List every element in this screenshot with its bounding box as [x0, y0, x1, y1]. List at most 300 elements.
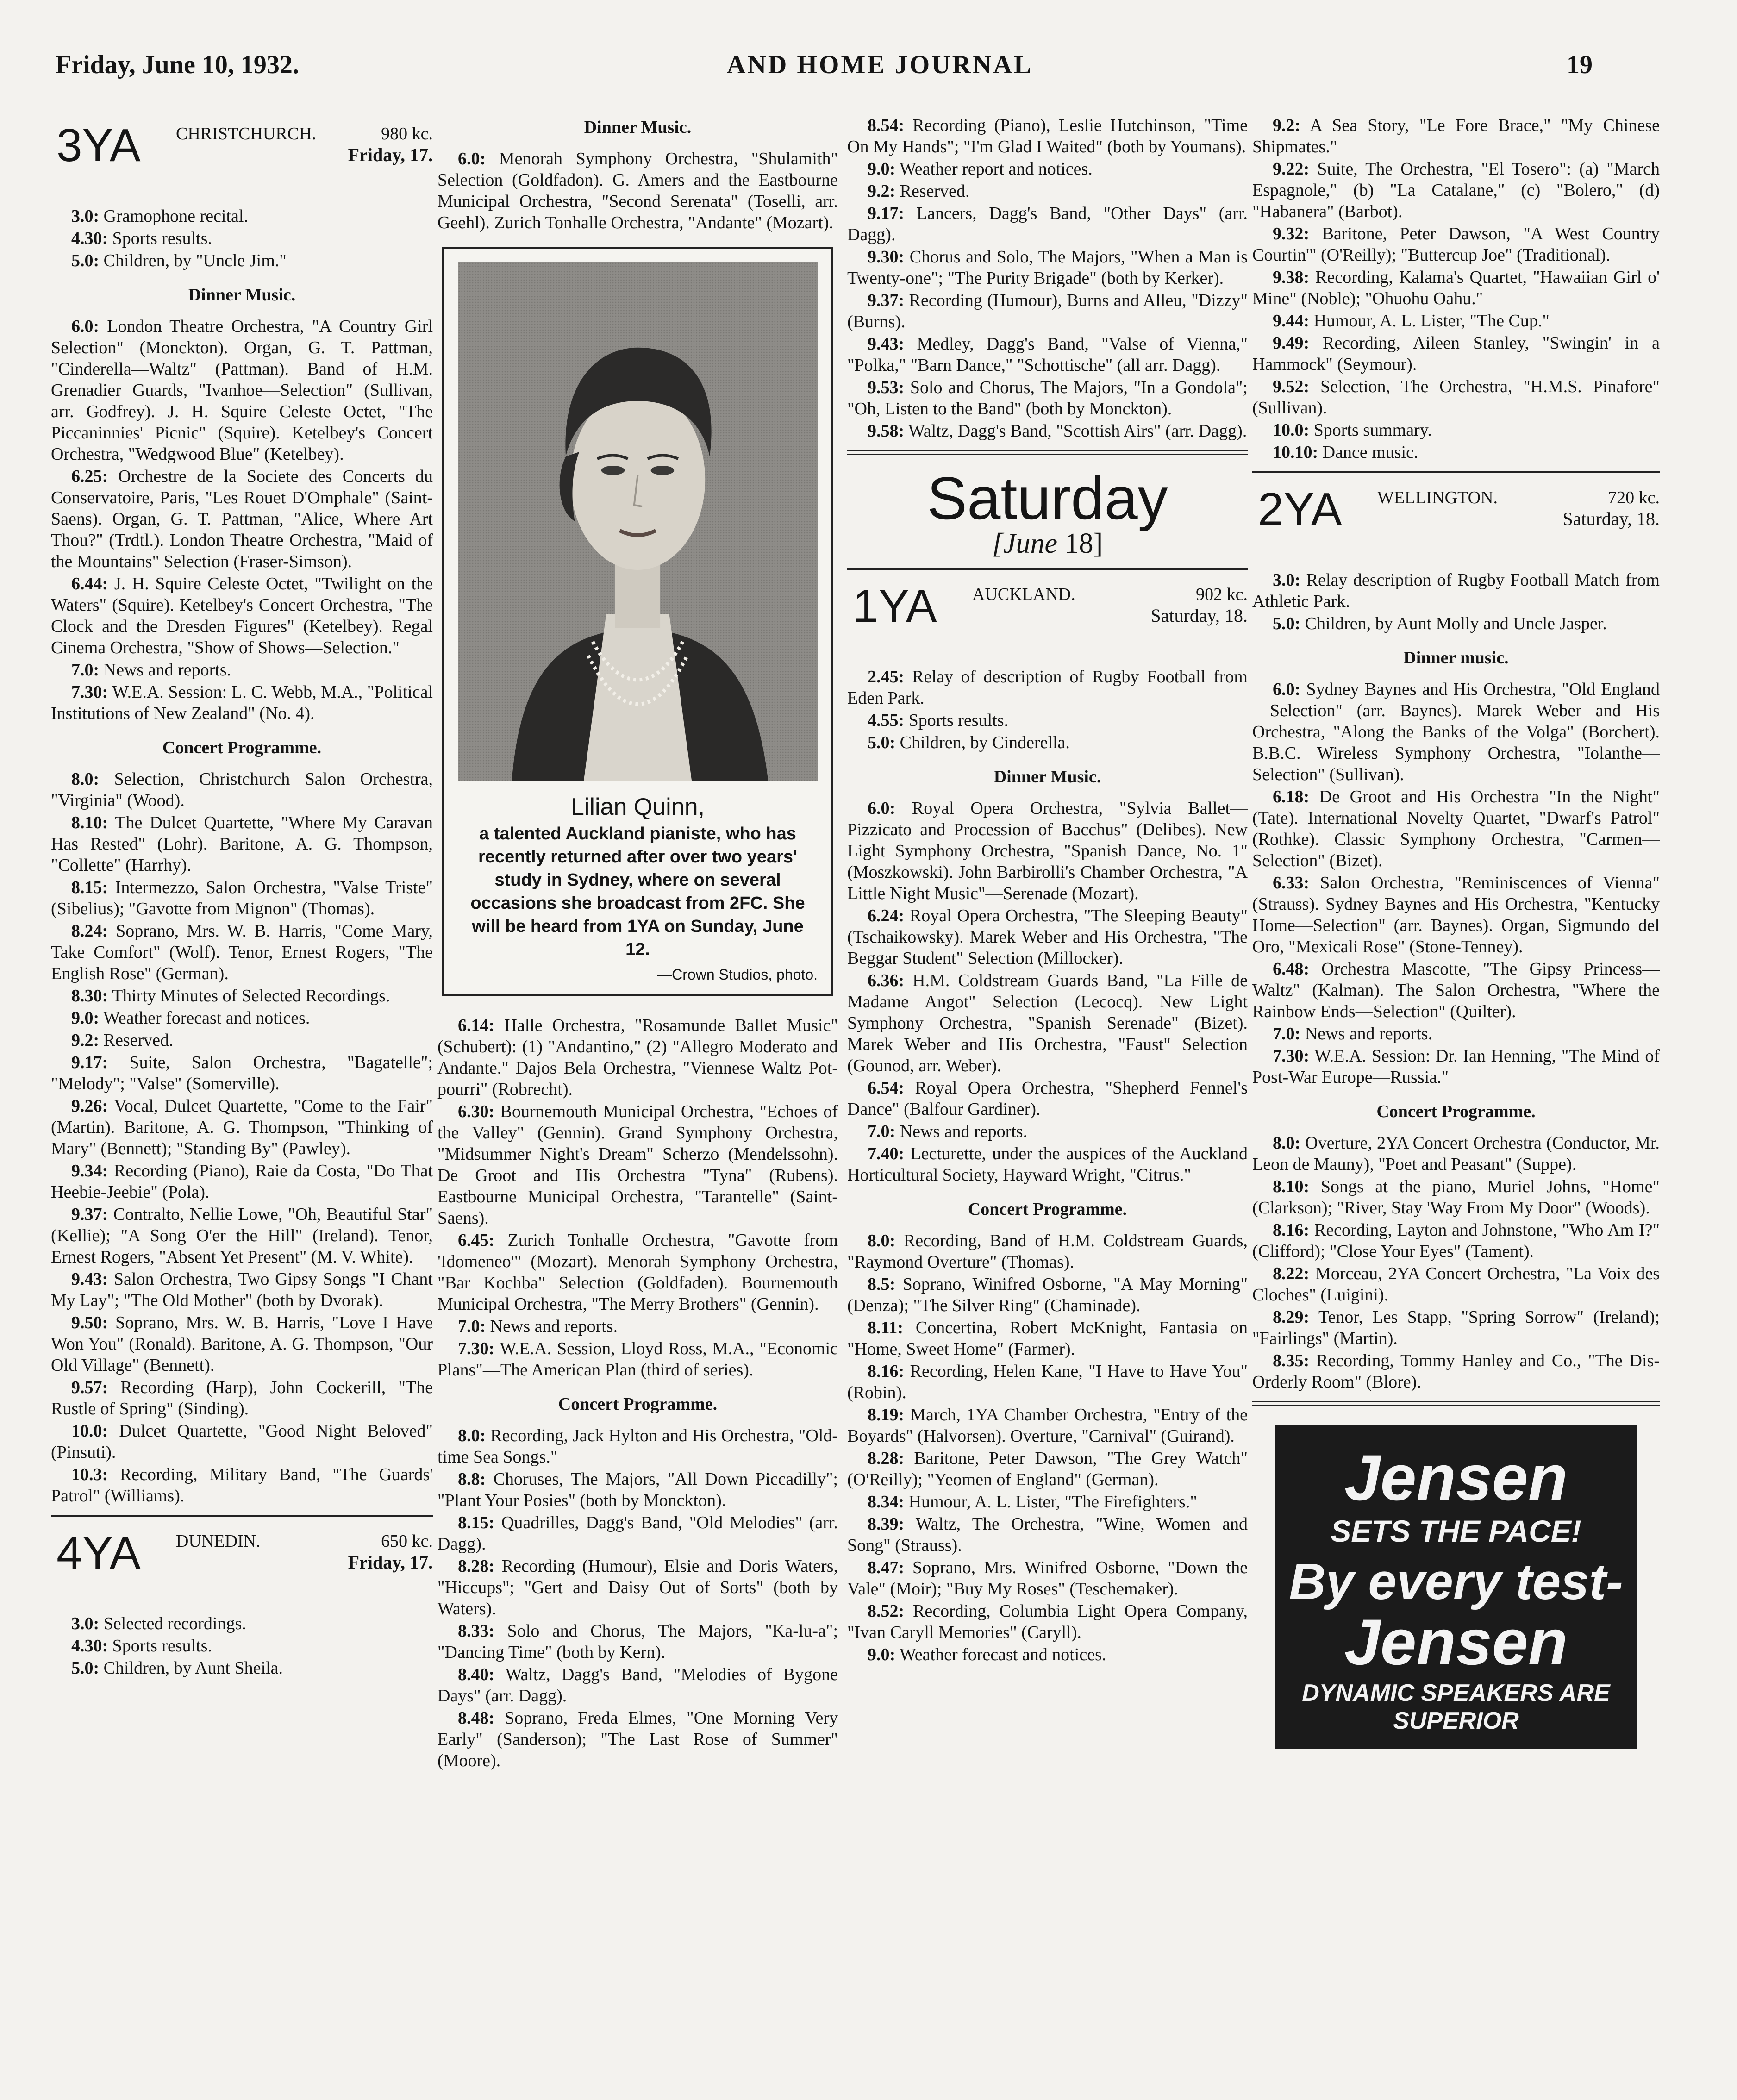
programme-description: Medley, Dagg's Band, "Valse of Vienna," "Polka," "Barn Dance," "Schottische" (all arr. Dagg).: [847, 334, 1248, 375]
programme-list: [1252, 115, 1660, 463]
programme-entry: [1252, 1023, 1660, 1044]
photo-caption-text: a talented Auckland pianiste, who has recently returned after over two years' study in Sydney, where on several occasions she broadcast from 2FC. She will be heard from 1YA on Sunday, June 12.: [470, 824, 805, 959]
programme-description: Selection, The Orchestra, "H.M.S. Pinafore" (Sullivan).: [1252, 377, 1660, 418]
programme-time: 9.50:: [71, 1313, 108, 1332]
station-day: Friday, 17.: [348, 1552, 433, 1573]
programme-time: 6.18:: [1273, 787, 1310, 806]
programme-time: 3.0:: [71, 1614, 100, 1633]
programme-description: Recording (Harp), John Cockerill, "The Rustle of Spring" (Sinding).: [51, 1378, 433, 1419]
programme-time: 8.10:: [71, 813, 108, 832]
programme-entry: [1252, 1350, 1660, 1393]
programme-time: 5.0:: [71, 1658, 100, 1678]
programme-time: 8.28:: [868, 1449, 905, 1468]
programme-entry: [847, 732, 1248, 753]
programme-description: Thirty Minutes of Selected Recordings.: [108, 986, 390, 1006]
programme-description: Soprano, Mrs. W. B. Harris, "Love I Have Won You" (Ronald). Baritone, A. G. Thompson, "Our Old Village" (Bennett).: [51, 1313, 433, 1375]
programme-time: 6.54:: [868, 1078, 905, 1098]
programme-time: 9.17:: [71, 1053, 108, 1072]
programme-description: News and reports.: [99, 660, 231, 680]
programme-entry: [1252, 158, 1660, 222]
date-month: June: [1003, 528, 1058, 559]
programme-description: Suite, The Orchestra, "El Tosero": (a) "March Espagnole," (b) "La Catalane," (c) "Bolero," (d) "Habanera" (Barbot).: [1252, 159, 1660, 221]
programme-description: W.E.A. Session: L. C. Webb, M.A., "Political Institutions of New Zealand" (No. 4).: [51, 682, 433, 723]
programme-description: Suite, Salon Orchestra, "Bagatelle"; "Melody"; "Valse" (Somerville).: [51, 1053, 433, 1094]
page-header: [56, 50, 1593, 92]
programme-description: Waltz, Dagg's Band, "Scottish Airs" (arr. Dagg).: [904, 421, 1247, 441]
programme-entry: [847, 1230, 1248, 1273]
programme-entry: [847, 1274, 1248, 1316]
programme-entry: [1252, 1263, 1660, 1306]
programme-description: London Theatre Orchestra, "A Country Girl Selection" (Monckton). Organ, G. T. Pattman, "Cinderella—Waltz" (Pattman). Band of H.M. Grenadier Guards, "Ivanhoe—Selection" (Sullivan, arr. Godfrey). J. H. Squire Celeste Octet, "The Piccaninnies' Picnic" (Squire). Ketelbey's Concert Orchestra, "Wedgwood Blue" (Ketelbey).: [51, 317, 433, 464]
programme-entry: [51, 1657, 433, 1679]
programme-entry: [1252, 332, 1660, 375]
programme-time: 9.44:: [1273, 311, 1310, 331]
programme-list: [847, 798, 1248, 1186]
programme-entry: [847, 1121, 1248, 1142]
programme-entry: [51, 877, 433, 919]
station-header-1ya: [847, 578, 1248, 648]
programme-description: Recording, Layton and Johnstone, "Who Am I?" (Clifford); "Close Your Eyes" (Tament).: [1252, 1220, 1660, 1261]
programme-description: News and reports.: [895, 1122, 1028, 1141]
programme-time: 6.0:: [71, 317, 100, 336]
station-header-4ya: [51, 1525, 433, 1594]
programme-entry: [51, 1377, 433, 1419]
programme-time: 6.0:: [458, 149, 486, 169]
programme-time: 8.39:: [868, 1514, 905, 1534]
programme-entry: [1252, 1045, 1660, 1088]
programme-time: 8.0:: [458, 1426, 486, 1445]
programme-entry: [51, 1160, 433, 1203]
programme-entry: [847, 420, 1248, 442]
programme-description: Salon Orchestra, "Reminiscences of Vienna" (Strauss). Sydney Baynes and His Orchestra, "Kentucky Home—Selection" (arr. Baynes). Organ, Sigmundo del Oro, "Mexicali Rose" (Stone-Tenney).: [1252, 873, 1660, 956]
programme-entry: [847, 1143, 1248, 1186]
programme-description: De Groot and His Orchestra "In the Night" (Tate). International Novelty Quartet, "Dwarf's Patrol" (Rothke). Classic Symphony Orchestra, "Carmen—Selection" (Bizet).: [1252, 787, 1660, 870]
programme-description: Recording, Columbia Light Opera Company, "Ivan Caryll Memories" (Caryll).: [847, 1601, 1248, 1642]
programme-time: 3.0:: [1273, 570, 1301, 590]
programme-entry: [847, 158, 1248, 180]
programme-time: 8.28:: [458, 1556, 495, 1576]
section-title: Dinner Music.: [993, 767, 1101, 787]
programme-list: [847, 1230, 1248, 1665]
programme-description: Songs at the piano, Muriel Johns, "Home" (Clarkson); "River, Stay 'Way From My Door" (Woods).: [1252, 1177, 1660, 1218]
programme-time: 8.33:: [458, 1621, 495, 1641]
programme-time: 7.30:: [458, 1339, 495, 1358]
programme-time: 8.35:: [1273, 1351, 1310, 1370]
programme-description: Overture, 2YA Concert Orchestra (Conductor, Mr. Leon de Mauny), "Poet and Peasant" (Suppe).: [1252, 1133, 1660, 1174]
photo-credit: —Crown Studios, photo.: [657, 966, 818, 983]
station-call-sign: 1YA: [853, 580, 937, 632]
programme-time: 6.0:: [1273, 680, 1301, 699]
station-frequency: 980 kc.: [381, 124, 433, 144]
programme-description: Weather forecast and notices.: [99, 1008, 310, 1028]
section-title: Concert Programme.: [1376, 1102, 1536, 1121]
programme-entry: [847, 798, 1248, 904]
section-title: Concert Programme.: [558, 1394, 718, 1414]
programme-description: Sydney Baynes and His Orchestra, "Old England—Selection" (arr. Baynes). Marek Weber and His Orchestra, "Along the Banks of the Volga" (Borchert). B.B.C. Wireless Symphony Orchestra, "Iolanthe—Selection" (Sullivan).: [1252, 680, 1660, 784]
programme-description: Recording (Humour), Burns and Alleu, "Dizzy" (Burns).: [847, 291, 1248, 331]
programme-list: [437, 1425, 838, 1771]
header-title: AND HOME JOURNAL: [727, 50, 1033, 79]
programme-entry: [847, 666, 1248, 709]
photo-caption-name: Lilian Quinn,: [570, 794, 705, 820]
programme-description: Recording, Tommy Hanley and Co., "The Dis-Orderly Room" (Blore).: [1252, 1351, 1660, 1392]
programme-time: 8.15:: [458, 1513, 495, 1532]
programme-time: 8.34:: [868, 1492, 905, 1512]
programme-description: W.E.A. Session, Lloyd Ross, M.A., "Economic Plans"—The American Plan (third of series).: [437, 1339, 838, 1380]
programme-description: The Dulcet Quartette, "Where My Caravan Has Rested" (Lohr). Baritone, A. G. Thompson, "Collette" (Harrhy).: [51, 813, 433, 875]
programme-time: 8.5:: [868, 1275, 896, 1294]
station-frequency: 902 kc.: [1196, 585, 1248, 604]
programme-time: 4.30:: [71, 229, 108, 248]
programme-description: Orchestra Mascotte, "The Gipsy Princess—Waltz" (Kalman). The Salon Orchestra, "Where the Rainbow Ends—Selection" (Quilter).: [1252, 959, 1660, 1021]
programme-description: News and reports.: [486, 1317, 618, 1336]
header-date: Friday, June 10, 1932.: [56, 50, 299, 79]
programme-entry: [437, 148, 838, 233]
programme-description: Morceau, 2YA Concert Orchestra, "La Voix des Cloches" (Luigini).: [1252, 1264, 1660, 1305]
programme-description: Humour, A. L. Lister, "The Cup.": [1309, 311, 1550, 331]
programme-time: 6.45:: [458, 1231, 495, 1250]
programme-description: Weather report and notices.: [895, 159, 1093, 179]
programme-description: Recording, Band of H.M. Coldstream Guards, "Raymond Overture" (Thomas).: [847, 1231, 1248, 1272]
programme-time: 8.54:: [868, 116, 905, 135]
programme-entry: [847, 1513, 1248, 1556]
programme-time: 4.55:: [868, 711, 905, 730]
programme-description: Chorus and Solo, The Majors, "When a Man is Twenty-one"; "The Purity Brigade" (both by Kerker).: [847, 247, 1248, 288]
programme-time: 8.40:: [458, 1665, 495, 1684]
programme-entry: [437, 1230, 838, 1315]
programme-description: Recording (Humour), Elsie and Doris Waters, "Hiccups"; "Gert and Daisy Out of Sorts" (both by Waters).: [437, 1556, 838, 1619]
station-frequency: 650 kc.: [381, 1531, 433, 1551]
programme-time: 8.24:: [71, 921, 108, 941]
programme-time: 9.49:: [1273, 333, 1310, 353]
programme-entry: [847, 970, 1248, 1076]
programme-entry: [847, 333, 1248, 376]
programme-time: 8.0:: [868, 1231, 896, 1250]
programme-description: Solo and Chorus, The Majors, "Ka-lu-a"; "Dancing Time" (both by Kern).: [437, 1621, 838, 1662]
programme-list: [51, 769, 433, 1506]
programme-entry: [1252, 310, 1660, 331]
programme-entry: [847, 246, 1248, 289]
programme-entry: [51, 681, 433, 724]
programme-time: 7.0:: [458, 1317, 486, 1336]
station-city: CHRISTCHURCH.: [176, 124, 316, 144]
programme-description: Waltz, Dagg's Band, "Melodies of Bygone Days" (arr. Dagg).: [437, 1665, 838, 1706]
programme-time: 8.22:: [1273, 1264, 1310, 1283]
programme-time: 3.0:: [71, 206, 100, 226]
programme-time: 7.30:: [71, 682, 108, 702]
programme-description: Tenor, Les Stapp, "Spring Sorrow" (Ireland); "Fairlings" (Martin).: [1252, 1307, 1660, 1348]
programme-entry: [847, 203, 1248, 245]
programme-description: Dance music.: [1318, 443, 1418, 462]
programme-description: Selection, Christchurch Salon Orchestra, "Virginia" (Wood).: [51, 769, 433, 810]
programme-entry: [51, 920, 433, 984]
programme-time: 6.44:: [71, 574, 108, 594]
programme-description: Soprano, Winifred Osborne, "A May Morning" (Denza); "The Silver Ring" (Chaminade).: [847, 1275, 1248, 1315]
programme-entry: [847, 905, 1248, 969]
programme-entry: [51, 1420, 433, 1463]
programme-list: [51, 316, 433, 724]
programme-entry: [1252, 376, 1660, 419]
programme-description: News and reports.: [1300, 1024, 1433, 1044]
programme-time: 9.58:: [868, 421, 905, 441]
programme-time: 9.37:: [71, 1205, 108, 1224]
programme-entry: [437, 1316, 838, 1337]
programme-entry: [1252, 419, 1660, 441]
programme-entry: [1252, 872, 1660, 957]
programme-entry: [847, 1404, 1248, 1447]
programme-entry: [847, 377, 1248, 419]
programme-time: 6.36:: [868, 971, 905, 990]
programme-entry: [1252, 223, 1660, 266]
programme-time: 9.0:: [868, 1645, 896, 1664]
programme-description: W.E.A. Session: Dr. Ian Henning, "The Mind of Post-War Europe—Russia.": [1252, 1046, 1660, 1087]
programme-time: 9.0:: [868, 159, 896, 179]
day-date: [847, 528, 1248, 559]
programme-entry: [51, 1312, 433, 1376]
programme-time: 8.19:: [868, 1405, 905, 1425]
programme-time: 8.29:: [1273, 1307, 1310, 1327]
programme-entry: [51, 573, 433, 658]
programme-entry: [51, 1204, 433, 1268]
divider: [847, 568, 1248, 570]
programme-description: Sports results.: [108, 229, 212, 248]
programme-description: Gramophone recital.: [99, 206, 248, 226]
programme-description: Contralto, Nellie Lowe, "Oh, Beautiful Star" (Kellie); "A Song O'er the Hill" (Ireland). Tenor, Ernest Rogers, "Absent Yet Present" (M. V. White).: [51, 1205, 433, 1267]
programme-time: 7.30:: [1273, 1046, 1310, 1066]
programme-description: Halle Orchestra, "Rosamunde Ballet Music" (Schubert): (1) "Andantino," (2) "Allegro Moderato and Andante." Dajos Bela Orchestra, "Viennese Waltz Pot-pourri" (Robrecht).: [437, 1016, 838, 1099]
programme-time: 10.10:: [1273, 443, 1318, 462]
programme-entry: [1252, 679, 1660, 785]
programme-time: 10.3:: [71, 1465, 108, 1484]
programme-time: 9.43:: [71, 1269, 108, 1289]
programme-time: 7.40:: [868, 1144, 905, 1163]
ad-brand-repeat: Jensen: [1344, 1606, 1568, 1678]
programme-entry: [51, 812, 433, 876]
programme-description: Soprano, Mrs. W. B. Harris, "Come Mary, Take Comfort" (Wolf). Tenor, Ernest Rogers, "The English Rose" (German).: [51, 921, 433, 983]
programme-description: Recording, Kalama's Quartet, "Hawaiian Girl o' Mine" (Noble); "Ohuohu Oahu.": [1252, 268, 1660, 308]
programme-time: 8.16:: [868, 1362, 905, 1381]
jensen-advertisement: [1275, 1425, 1637, 1749]
programme-entry: [51, 250, 433, 271]
programme-entry: [51, 1095, 433, 1159]
programme-time: 8.10:: [1273, 1177, 1310, 1196]
programme-description: Salon Orchestra, Two Gipsy Songs "I Chant My Lay"; "The Old Mother" (both by Dvorak).: [51, 1269, 433, 1310]
divider: [847, 450, 1248, 455]
programme-description: March, 1YA Chamber Orchestra, "Entry of the Boyards" (Halvorsen). Overture, "Carnival" (Guirand).: [847, 1405, 1248, 1446]
programme-description: Soprano, Freda Elmes, "One Morning Very Early" (Sanderson); "The Last Rose of Summer" (Moore).: [437, 1708, 838, 1770]
programme-entry: [437, 1338, 838, 1381]
programme-time: 2.45:: [868, 667, 905, 687]
programme-description: Recording, Military Band, "The Guards' Patrol" (Williams).: [51, 1465, 433, 1506]
programme-entry: [1252, 958, 1660, 1022]
programme-description: Orchestre de la Societe des Concerts du Conservatoire, Paris, "Les Rouet D'Omphale" (Saint-Saens). Organ, G. T. Pattman, "Alice, Where Art Thou?" (Trdtl.). London Theatre Orchestra, "Maid of the Mountains" Selection (Fraser-Simson).: [51, 467, 433, 571]
station-day: Saturday, 18.: [1150, 605, 1248, 626]
programme-time: 6.14:: [458, 1016, 495, 1035]
programme-description: Waltz, The Orchestra, "Wine, Women and Song" (Strauss).: [847, 1514, 1248, 1555]
programme-entry: [51, 316, 433, 465]
date-day: 18]: [1057, 528, 1103, 559]
programme-entry: [51, 1269, 433, 1311]
programme-description: Humour, A. L. Lister, "The Firefighters.": [904, 1492, 1197, 1512]
programme-time: 9.2:: [1273, 116, 1301, 135]
programme-description: Royal Opera Orchestra, "Shepherd Fennel's Dance" (Balfour Gardiner).: [847, 1078, 1248, 1119]
programme-entry: [847, 290, 1248, 332]
column-2: [437, 115, 838, 2069]
programme-description: Concertina, Robert McKnight, Fantasia on "Home, Sweet Home" (Farmer).: [847, 1318, 1248, 1359]
section-title: Dinner Music.: [188, 285, 296, 305]
programme-list: [51, 1613, 433, 1679]
portrait-photo: [458, 262, 818, 781]
programme-entry: [847, 1600, 1248, 1643]
programme-description: Reserved.: [99, 1031, 174, 1050]
station-call-sign: 4YA: [56, 1527, 141, 1579]
station-header-3ya: [51, 118, 433, 187]
ad-subline: By every test-: [1289, 1553, 1623, 1610]
programme-list: [847, 666, 1248, 753]
programme-description: Intermezzo, Salon Orchestra, "Valse Triste" (Sibelius); "Gavotte from Mignon" (Thomas).: [51, 878, 433, 919]
programme-time: 9.57:: [71, 1378, 108, 1397]
programme-entry: [1252, 1306, 1660, 1349]
programme-description: J. H. Squire Celeste Octet, "Twilight on the Waters" (Squire). Ketelbey's Concert Orchestra, "The Clock and the Dresden Figures" (Ketelbey). Regal Cinema Orchestra, "Show of Shows—Selection.": [51, 574, 433, 657]
programme-description: Children, by "Uncle Jim.": [99, 251, 287, 270]
programme-entry: [51, 206, 433, 227]
programme-entry: [437, 1707, 838, 1771]
saturday-heading: [847, 463, 1248, 559]
programme-description: Soprano, Mrs. Winifred Osborne, "Down the Vale" (Moir); "Buy My Roses" (Teschemaker).: [847, 1558, 1248, 1599]
programme-time: 9.17:: [868, 204, 905, 223]
programme-entry: [1252, 1132, 1660, 1175]
section-title: Concert Programme.: [968, 1200, 1127, 1219]
programme-description: Recording, Helen Kane, "I Have to Have You" (Robin).: [847, 1362, 1248, 1402]
portrait-image: [458, 262, 818, 781]
programme-time: 7.0:: [71, 660, 100, 680]
programme-entry: [847, 1448, 1248, 1490]
programme-entry: [51, 1030, 433, 1051]
programme-entry: [51, 228, 433, 249]
programme-list: [847, 115, 1248, 442]
programme-description: A Sea Story, "Le Fore Brace," "My Chinese Shipmates.": [1252, 116, 1660, 156]
programme-description: Sports results.: [108, 1636, 212, 1656]
ad-brand: Jensen: [1344, 1441, 1568, 1514]
programme-time: 8.47:: [868, 1558, 905, 1577]
programme-time: 9.38:: [1273, 268, 1310, 287]
programme-time: 8.11:: [868, 1318, 904, 1338]
programme-description: Relay description of Rugby Football Match from Athletic Park.: [1252, 570, 1660, 611]
programme-description: Recording, Aileen Stanley, "Swingin' in a Hammock" (Seymour).: [1252, 333, 1660, 374]
programme-time: 9.34:: [71, 1161, 108, 1181]
day-title: Saturday: [927, 464, 1168, 532]
section-title: Dinner Music.: [584, 118, 692, 137]
photo-feature: [442, 247, 833, 996]
programme-entry: [51, 1613, 433, 1634]
programme-list: [1252, 1132, 1660, 1393]
programme-entry: [437, 1101, 838, 1229]
column-3: [847, 115, 1248, 2069]
ad-tagline: SETS THE PACE!: [1331, 1514, 1581, 1548]
programme-entry: [51, 985, 433, 1006]
station-city: AUCKLAND.: [972, 585, 1075, 604]
programme-time: 6.30:: [458, 1102, 495, 1121]
programme-entry: [847, 1317, 1248, 1360]
station-day: Friday, 17.: [348, 144, 433, 165]
programme-entry: [847, 181, 1248, 202]
programme-description: Baritone, Peter Dawson, "The Grey Watch" (O'Reilly); "Yeomen of England" (German).: [847, 1449, 1248, 1489]
station-call-sign: 3YA: [56, 119, 141, 171]
programme-description: Baritone, Peter Dawson, "A West Country Courtin'" (O'Reilly); "Buttercup Joe" (Traditional).: [1252, 224, 1660, 265]
programme-list: [1252, 569, 1660, 634]
station-city: WELLINGTON.: [1377, 488, 1498, 507]
programme-entry: [437, 1664, 838, 1706]
date-bracket: [: [992, 528, 1003, 559]
programme-description: Selected recordings.: [99, 1614, 246, 1633]
programme-entry: [1252, 786, 1660, 871]
programme-description: Relay of description of Rugby Football from Eden Park.: [847, 667, 1248, 708]
programme-entry: [1252, 115, 1660, 157]
programme-entry: [1252, 1219, 1660, 1262]
programme-entry: [437, 1620, 838, 1663]
programme-description: Reserved.: [895, 181, 970, 201]
programme-entry: [51, 1007, 433, 1029]
programme-time: 9.52:: [1273, 377, 1310, 396]
divider: [1252, 471, 1660, 473]
programme-time: 9.43:: [868, 334, 905, 354]
programme-time: 5.0:: [1273, 614, 1301, 633]
programme-entry: [51, 769, 433, 811]
programme-entry: [847, 115, 1248, 157]
programme-description: Recording (Piano), Leslie Hutchinson, "Time On My Hands"; "I'm Glad I Waited" (both by Youmans).: [847, 116, 1248, 156]
programme-entry: [51, 1052, 433, 1094]
programme-time: 8.48:: [458, 1708, 495, 1728]
programme-description: Weather forecast and notices.: [895, 1645, 1106, 1664]
programme-description: Menorah Symphony Orchestra, "Shulamith" Selection (Goldfadon). G. Amers and the Eastbourne Municipal Orchestra, "Second Serenata" (Toselli, arr. Geehl). Zurich Tonhalle Orchestra, "Andante" (Mozart).: [437, 149, 838, 232]
programme-description: Bournemouth Municipal Orchestra, "Echoes of the Valley" (Gennin). Grand Symphony Orchestra, "Midsummer Night's Dream" Scherzo (Mendelssohn). De Groot and His Orchestra "Tyna" (Rubens). Eastbourne Municipal Orchestra, "Tarantelle" (Saint-Saens).: [437, 1102, 838, 1228]
programme-description: Choruses, The Majors, "All Down Piccadilly"; "Plant Your Posies" (both by Monckton).: [437, 1469, 838, 1510]
programme-description: Quadrilles, Dagg's Band, "Old Melodies" (arr. Dagg).: [437, 1513, 838, 1554]
station-header-2ya: [1252, 481, 1660, 551]
programme-description: Royal Opera Orchestra, "Sylvia Ballet—Pizzicato and Procession of Bacchus" (Delibes). New Light Symphony Orchestra, "Spanish Dance, No. 1" (Moszkowski). John Barbirolli's Chamber Orchestra, "A Little Night Music"—Serenade (Mozart).: [847, 799, 1248, 903]
station-day: Saturday, 18.: [1562, 508, 1660, 529]
page-number: 19: [1567, 50, 1593, 79]
programme-description: Sports results.: [904, 711, 1009, 730]
programme-description: Dulcet Quartette, "Good Night Beloved" (Pinsuti).: [51, 1421, 433, 1462]
programme-time: 5.0:: [868, 733, 896, 752]
programme-time: 9.0:: [71, 1008, 100, 1028]
programme-time: 6.33:: [1273, 873, 1310, 893]
programme-description: Vocal, Dulcet Quartette, "Come to the Fair" (Martin). Baritone, A. G. Thompson, "Thinking of Mary" (Bennett); "Standing By" (Pawley).: [51, 1096, 433, 1158]
programme-time: 8.16:: [1273, 1220, 1310, 1240]
programme-time: 10.0:: [71, 1421, 108, 1441]
programme-entry: [847, 1491, 1248, 1512]
programme-time: 8.30:: [71, 986, 108, 1006]
programme-time: 9.26:: [71, 1096, 108, 1116]
programme-entry: [51, 1635, 433, 1656]
programme-entry: [1252, 267, 1660, 309]
programme-description: Children, by Aunt Sheila.: [99, 1658, 283, 1678]
programme-time: 8.0:: [71, 769, 100, 789]
programme-time: 5.0:: [71, 251, 100, 270]
programme-entry: [847, 1557, 1248, 1600]
programme-time: 7.0:: [868, 1122, 896, 1141]
programme-time: 9.37:: [868, 291, 905, 310]
programme-time: 7.0:: [1273, 1024, 1301, 1044]
programme-time: 9.30:: [868, 247, 905, 267]
programme-entry: [1252, 613, 1660, 634]
programme-entry: [847, 710, 1248, 731]
programme-description: Children, by Cinderella.: [895, 733, 1070, 752]
programme-entry: [437, 1512, 838, 1555]
programme-entry: [847, 1077, 1248, 1120]
programme-time: 10.0:: [1273, 420, 1310, 440]
